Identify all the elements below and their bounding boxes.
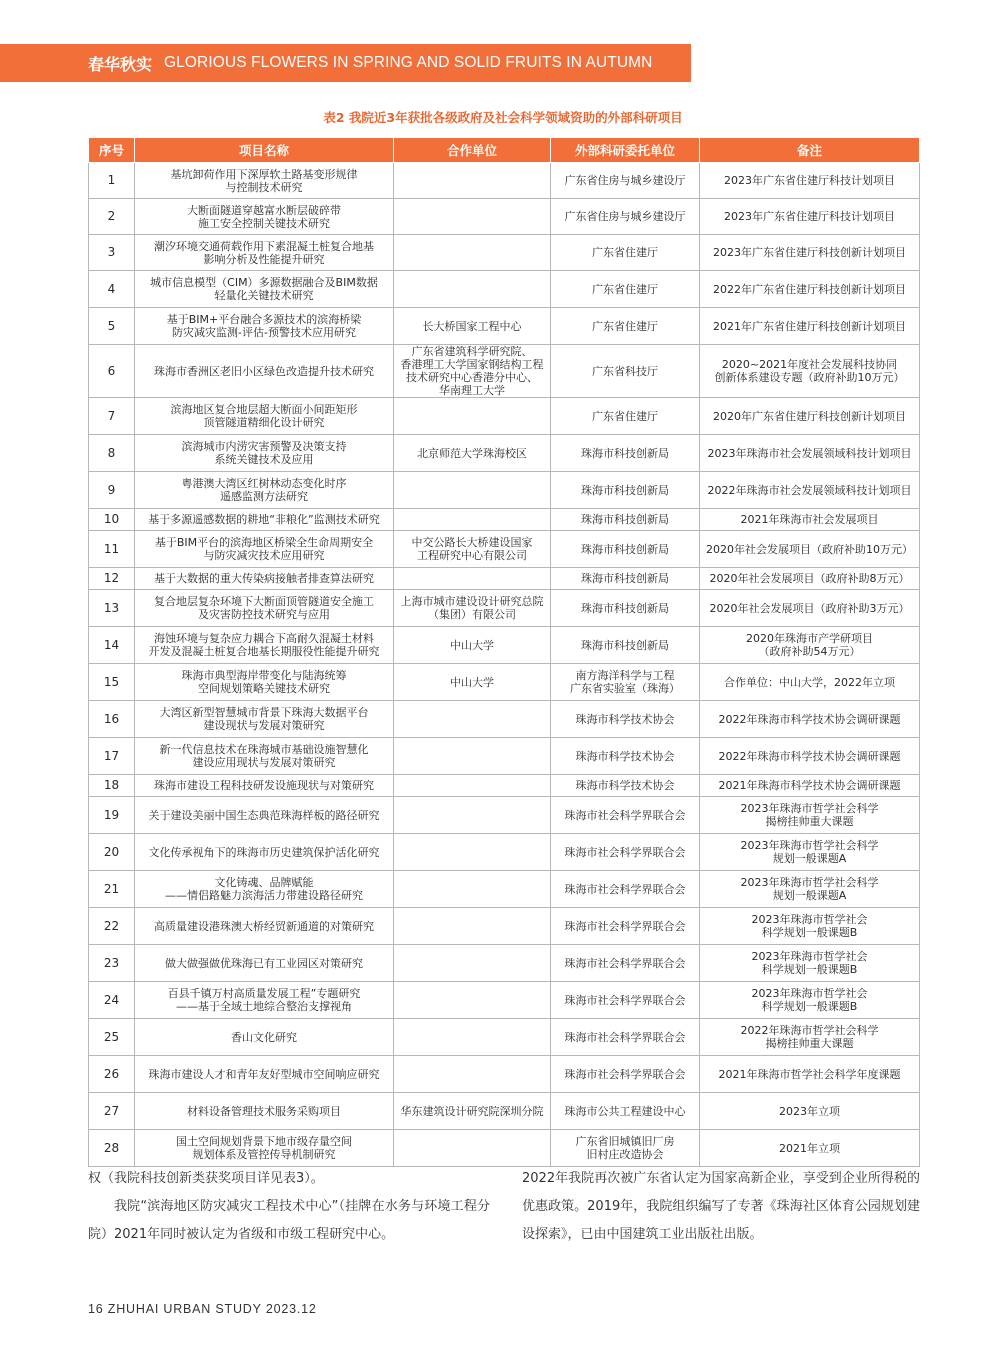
table-cell-name: 百县千镇万村高质量发展工程”专题研究 ——基于全域土地综合整治支撑视角: [135, 982, 394, 1019]
table-row: [89, 345, 920, 398]
table-cell-no: 24: [89, 982, 135, 1019]
table-cell-no: 21: [89, 871, 135, 908]
table-cell-sponsor: 广东省住建厅: [551, 271, 700, 308]
table-cell-partner: [394, 235, 551, 271]
table-cell-remark: 2023年立项: [700, 1093, 920, 1130]
table-cell-sponsor: 珠海市社会科学界联合会: [551, 797, 700, 834]
table-cell-name: 基于BIM平台的滨海地区桥梁全生命周期安全 与防灾减灾技术应用研究: [135, 531, 394, 568]
table-cell-sponsor: 珠海市科技创新局: [551, 531, 700, 568]
table-cell-sponsor: 广东省住建厅: [551, 398, 700, 435]
table-cell-sponsor: 珠海市科学技术协会: [551, 701, 700, 738]
table-cell-remark: 2021年珠海市哲学社会科学年度课题: [700, 1056, 920, 1093]
table-cell-remark: 2020年社会发展项目（政府补助10万元）: [700, 531, 920, 568]
table-cell-remark: 2023年珠海市哲学社会科学 规划一般课题A: [700, 871, 920, 908]
header-project-name: 项目名称: [135, 138, 394, 163]
table-cell-no: 28: [89, 1130, 135, 1167]
table-cell-partner: [394, 1019, 551, 1056]
table-cell-partner: [394, 509, 551, 531]
table-cell-name: 粤港澳大湾区红树林动态变化时序 遥感监测方法研究: [135, 472, 394, 509]
table-cell-partner: 中交公路长大桥建设国家 工程研究中心有限公司: [394, 531, 551, 568]
table-cell-no: 8: [89, 435, 135, 472]
table-row: [89, 982, 920, 1019]
table-header-row: [89, 138, 920, 163]
table-cell-no: 9: [89, 472, 135, 509]
table-row: [89, 738, 920, 775]
table-cell-no: 12: [89, 568, 135, 590]
table-cell-remark: 2023年珠海市哲学社会科学 揭榜挂帅重大课题: [700, 797, 920, 834]
table-row: [89, 871, 920, 908]
table-cell-remark: 2023年珠海市哲学社会 科学规划一般课题B: [700, 982, 920, 1019]
table-row: [89, 1093, 920, 1130]
table-row: [89, 235, 920, 271]
table-cell-name: 材料设备管理技术服务采购项目: [135, 1093, 394, 1130]
table-cell-name: 国土空间规划背景下地市级存量空间 规划体系及管控传导机制研究: [135, 1130, 394, 1167]
table-row: [89, 509, 920, 531]
table-cell-remark: 合作单位：中山大学，2022年立项: [700, 664, 920, 701]
table-cell-name: 珠海市典型海岸带变化与陆海统筹 空间规划策略关键技术研究: [135, 664, 394, 701]
table-cell-no: 11: [89, 531, 135, 568]
table-cell-no: 5: [89, 308, 135, 345]
table-cell-name: 珠海市香洲区老旧小区绿色改造提升技术研究: [135, 345, 394, 398]
research-projects-table: [88, 137, 920, 1167]
table-cell-remark: 2020年社会发展项目（政府补助8万元）: [700, 568, 920, 590]
table-cell-sponsor: 珠海市社会科学界联合会: [551, 871, 700, 908]
table-cell-remark: 2023年广东省住建厅科技计划项目: [700, 199, 920, 235]
table-cell-partner: 北京师范大学珠海校区: [394, 435, 551, 472]
table-cell-remark: 2022年珠海市科学技术协会调研课题: [700, 701, 920, 738]
table-cell-sponsor: 广东省旧城镇旧厂房 旧村庄改造协会: [551, 1130, 700, 1167]
section-banner: [0, 44, 691, 82]
table-cell-sponsor: 珠海市科技创新局: [551, 590, 700, 627]
table-cell-sponsor: 珠海市社会科学界联合会: [551, 834, 700, 871]
table-cell-name: 滨海地区复合地层超大断面小间距矩形 顶管隧道精细化设计研究: [135, 398, 394, 435]
table-cell-no: 2: [89, 199, 135, 235]
table-cell-remark: 2022年珠海市哲学社会科学 揭榜挂帅重大课题: [700, 1019, 920, 1056]
table-cell-name: 珠海市建设人才和青年友好型城市空间响应研究: [135, 1056, 394, 1093]
table-row: [89, 271, 920, 308]
banner-title-en: GLORIOUS FLOWERS IN SPRING AND SOLID FRUITS IN AUTUMN: [164, 54, 653, 71]
table-row: [89, 908, 920, 945]
table-cell-partner: [394, 871, 551, 908]
table-row: [89, 163, 920, 199]
table-cell-remark: 2023年珠海市哲学社会科学 规划一般课题A: [700, 834, 920, 871]
body-paragraph: 2022年我院再次被广东省认定为国家高新企业，享受到企业所得税的优惠政策。2019年，我院组织编写了专著《珠海社区体育公园规划建设探索》，已由中国建筑工业出版社出版。: [522, 1171, 920, 1242]
table-cell-remark: 2022年珠海市社会发展领域科技计划项目: [700, 472, 920, 509]
table-cell-name: 做大做强做优珠海已有工业园区对策研究: [135, 945, 394, 982]
table-cell-name: 复合地层复杂环境下大断面顶管隧道安全施工 及灾害防控技术研究与应用: [135, 590, 394, 627]
table-cell-name: 基坑卸荷作用下深厚软土路基变形规律 与控制技术研究: [135, 163, 394, 199]
table-cell-sponsor: 珠海市科技创新局: [551, 472, 700, 509]
table-cell-no: 18: [89, 775, 135, 797]
table-row: [89, 308, 920, 345]
table-cell-name: 文化传承视角下的珠海市历史建筑保护活化研究: [135, 834, 394, 871]
table-cell-sponsor: 珠海市公共工程建设中心: [551, 1093, 700, 1130]
table-cell-sponsor: 珠海市科技创新局: [551, 627, 700, 664]
table-cell-no: 26: [89, 1056, 135, 1093]
page-footer: 16 ZHUHAI URBAN STUDY 2023.12: [88, 1302, 317, 1316]
table-row: [89, 568, 920, 590]
table-cell-no: 3: [89, 235, 135, 271]
table-cell-no: 10: [89, 509, 135, 531]
body-paragraph: 我院“滨海地区防灾减灾工程技术中心”（挂牌在水务与环境工程分院）2021年同时被认定为省级和市级工程研究中心。: [88, 1199, 490, 1242]
body-paragraph: 权（我院科技创新类获奖项目详见表3）。: [88, 1171, 324, 1186]
table-cell-sponsor: 广东省住建厅: [551, 235, 700, 271]
table-cell-sponsor: 珠海市科技创新局: [551, 568, 700, 590]
table-row: [89, 797, 920, 834]
table-cell-remark: 2021年珠海市社会发展项目: [700, 509, 920, 531]
table-cell-partner: [394, 945, 551, 982]
header-no: 序号: [89, 138, 135, 163]
table-cell-sponsor: 广东省住房与城乡建设厅: [551, 163, 700, 199]
table-cell-name: 滨海城市内涝灾害预警及决策支持 系统关键技术及应用: [135, 435, 394, 472]
table-row: [89, 1056, 920, 1093]
table-cell-no: 19: [89, 797, 135, 834]
table-row: [89, 701, 920, 738]
table-cell-partner: [394, 701, 551, 738]
table-row: [89, 945, 920, 982]
table-cell-name: 海蚀环境与复杂应力耦合下高耐久混凝土材料 开发及混凝土桩复合地基长期服役性能提升研究: [135, 627, 394, 664]
table-cell-sponsor: 珠海市社会科学界联合会: [551, 945, 700, 982]
table-cell-name: 关于建设美丽中国生态典范珠海样板的路径研究: [135, 797, 394, 834]
table-cell-name: 基于大数据的重大传染病接触者排查算法研究: [135, 568, 394, 590]
table-cell-partner: 上海市城市建设设计研究总院 （集团）有限公司: [394, 590, 551, 627]
table-cell-name: 文化铸魂、品牌赋能 ——情侣路魅力滨海活力带建设路径研究: [135, 871, 394, 908]
table-cell-sponsor: 珠海市社会科学界联合会: [551, 1056, 700, 1093]
table-cell-name: 潮汐环境交通荷载作用下素混凝土桩复合地基 影响分析及性能提升研究: [135, 235, 394, 271]
table-cell-no: 16: [89, 701, 135, 738]
table-cell-no: 14: [89, 627, 135, 664]
table-cell-remark: 2022年珠海市科学技术协会调研课题: [700, 738, 920, 775]
table-caption: 表2 我院近3年获批各级政府及社会科学领域资助的外部科研项目: [323, 110, 683, 125]
table-cell-partner: [394, 982, 551, 1019]
table-cell-no: 25: [89, 1019, 135, 1056]
table-cell-sponsor: 珠海市科学技术协会: [551, 738, 700, 775]
table-row: [89, 1130, 920, 1167]
table-cell-remark: 2023年珠海市哲学社会 科学规划一般课题B: [700, 908, 920, 945]
body-left-column: [88, 1165, 490, 1249]
table-cell-sponsor: 珠海市社会科学界联合会: [551, 908, 700, 945]
table-row: [89, 664, 920, 701]
table-cell-partner: [394, 398, 551, 435]
table-cell-name: 基于多源遥感数据的耕地“非粮化”监测技术研究: [135, 509, 394, 531]
table-cell-name: 基于BIM+平台融合多源技术的滨海桥梁 防灾减灾监测-评估-预警技术应用研究: [135, 308, 394, 345]
table-cell-remark: 2021年立项: [700, 1130, 920, 1167]
table-cell-sponsor: 广东省科技厅: [551, 345, 700, 398]
table-cell-partner: 中山大学: [394, 627, 551, 664]
table-cell-remark: 2023年珠海市社会发展领域科技计划项目: [700, 435, 920, 472]
table-row: [89, 627, 920, 664]
table-row: [89, 435, 920, 472]
table-cell-no: 6: [89, 345, 135, 398]
table-cell-partner: [394, 199, 551, 235]
table-cell-sponsor: 珠海市科技创新局: [551, 435, 700, 472]
table-cell-no: 15: [89, 664, 135, 701]
table-cell-sponsor: 广东省住房与城乡建设厅: [551, 199, 700, 235]
body-right-column: [522, 1165, 920, 1249]
table-cell-partner: [394, 834, 551, 871]
table-row: [89, 775, 920, 797]
table-cell-partner: [394, 1056, 551, 1093]
header-sponsor: 外部科研委托单位: [551, 138, 700, 163]
table-cell-no: 27: [89, 1093, 135, 1130]
header-remarks: 备注: [700, 138, 920, 163]
table-cell-no: 13: [89, 590, 135, 627]
table-row: [89, 531, 920, 568]
table-cell-sponsor: 珠海市社会科学界联合会: [551, 1019, 700, 1056]
table-cell-partner: 长大桥国家工程中心: [394, 308, 551, 345]
table-cell-remark: 2020年广东省住建厅科技创新计划项目: [700, 398, 920, 435]
table-cell-partner: [394, 163, 551, 199]
table-row: [89, 1019, 920, 1056]
table-cell-remark: 2020年珠海市产学研项目 （政府补助54万元）: [700, 627, 920, 664]
table-row: [89, 834, 920, 871]
table-row: [89, 398, 920, 435]
table-cell-sponsor: 珠海市社会科学界联合会: [551, 982, 700, 1019]
table-cell-partner: 广东省建筑科学研究院、 香港理工大学国家钢结构工程 技术研究中心香港分中心、 华南理工大学: [394, 345, 551, 398]
table-cell-remark: 2023年广东省住建厅科技计划项目: [700, 163, 920, 199]
table-cell-remark: 2022年广东省住建厅科技创新计划项目: [700, 271, 920, 308]
table-cell-sponsor: 广东省住建厅: [551, 308, 700, 345]
table-cell-sponsor: 珠海市科学技术协会: [551, 775, 700, 797]
table-cell-partner: [394, 775, 551, 797]
table-row: [89, 199, 920, 235]
table-cell-partner: [394, 797, 551, 834]
table-cell-name: 大湾区新型智慧城市背景下珠海大数据平台 建设现状与发展对策研究: [135, 701, 394, 738]
table-cell-no: 7: [89, 398, 135, 435]
table-cell-sponsor: 珠海市科技创新局: [551, 509, 700, 531]
table-cell-no: 17: [89, 738, 135, 775]
table-cell-no: 4: [89, 271, 135, 308]
table-cell-name: 大断面隧道穿越富水断层破碎带 施工安全控制关键技术研究: [135, 199, 394, 235]
table-row: [89, 590, 920, 627]
table-cell-partner: [394, 472, 551, 509]
table-cell-remark: 2020年社会发展项目（政府补助3万元）: [700, 590, 920, 627]
table-cell-partner: 华东建筑设计研究院深圳分院: [394, 1093, 551, 1130]
table-cell-partner: [394, 1130, 551, 1167]
table-row: [89, 472, 920, 509]
table-cell-no: 1: [89, 163, 135, 199]
table-cell-remark: 2023年珠海市哲学社会 科学规划一般课题B: [700, 945, 920, 982]
table-cell-partner: [394, 271, 551, 308]
table-cell-remark: 2020~2021年度社会发展科技协同 创新体系建设专题（政府补助10万元）: [700, 345, 920, 398]
banner-title-cn: 春华秋实: [88, 54, 153, 74]
table-cell-name: 高质量建设港珠澳大桥经贸新通道的对策研究: [135, 908, 394, 945]
table-cell-sponsor: 南方海洋科学与工程 广东省实验室（珠海）: [551, 664, 700, 701]
table-cell-name: 新一代信息技术在珠海城市基础设施智慧化 建设应用现状与发展对策研究: [135, 738, 394, 775]
table-cell-partner: 中山大学: [394, 664, 551, 701]
header-partner: 合作单位: [394, 138, 551, 163]
table-cell-partner: [394, 568, 551, 590]
table-cell-name: 珠海市建设工程科技研发设施现状与对策研究: [135, 775, 394, 797]
table-cell-partner: [394, 908, 551, 945]
table-cell-no: 20: [89, 834, 135, 871]
table-cell-partner: [394, 738, 551, 775]
table-cell-no: 23: [89, 945, 135, 982]
table-cell-no: 22: [89, 908, 135, 945]
table-cell-name: 城市信息模型（CIM）多源数据融合及BIM数据 轻量化关键技术研究: [135, 271, 394, 308]
table-cell-remark: 2023年广东省住建厅科技创新计划项目: [700, 235, 920, 271]
table-cell-name: 香山文化研究: [135, 1019, 394, 1056]
table-cell-remark: 2021年广东省住建厅科技创新计划项目: [700, 308, 920, 345]
table-cell-remark: 2021年珠海市科学技术协会调研课题: [700, 775, 920, 797]
